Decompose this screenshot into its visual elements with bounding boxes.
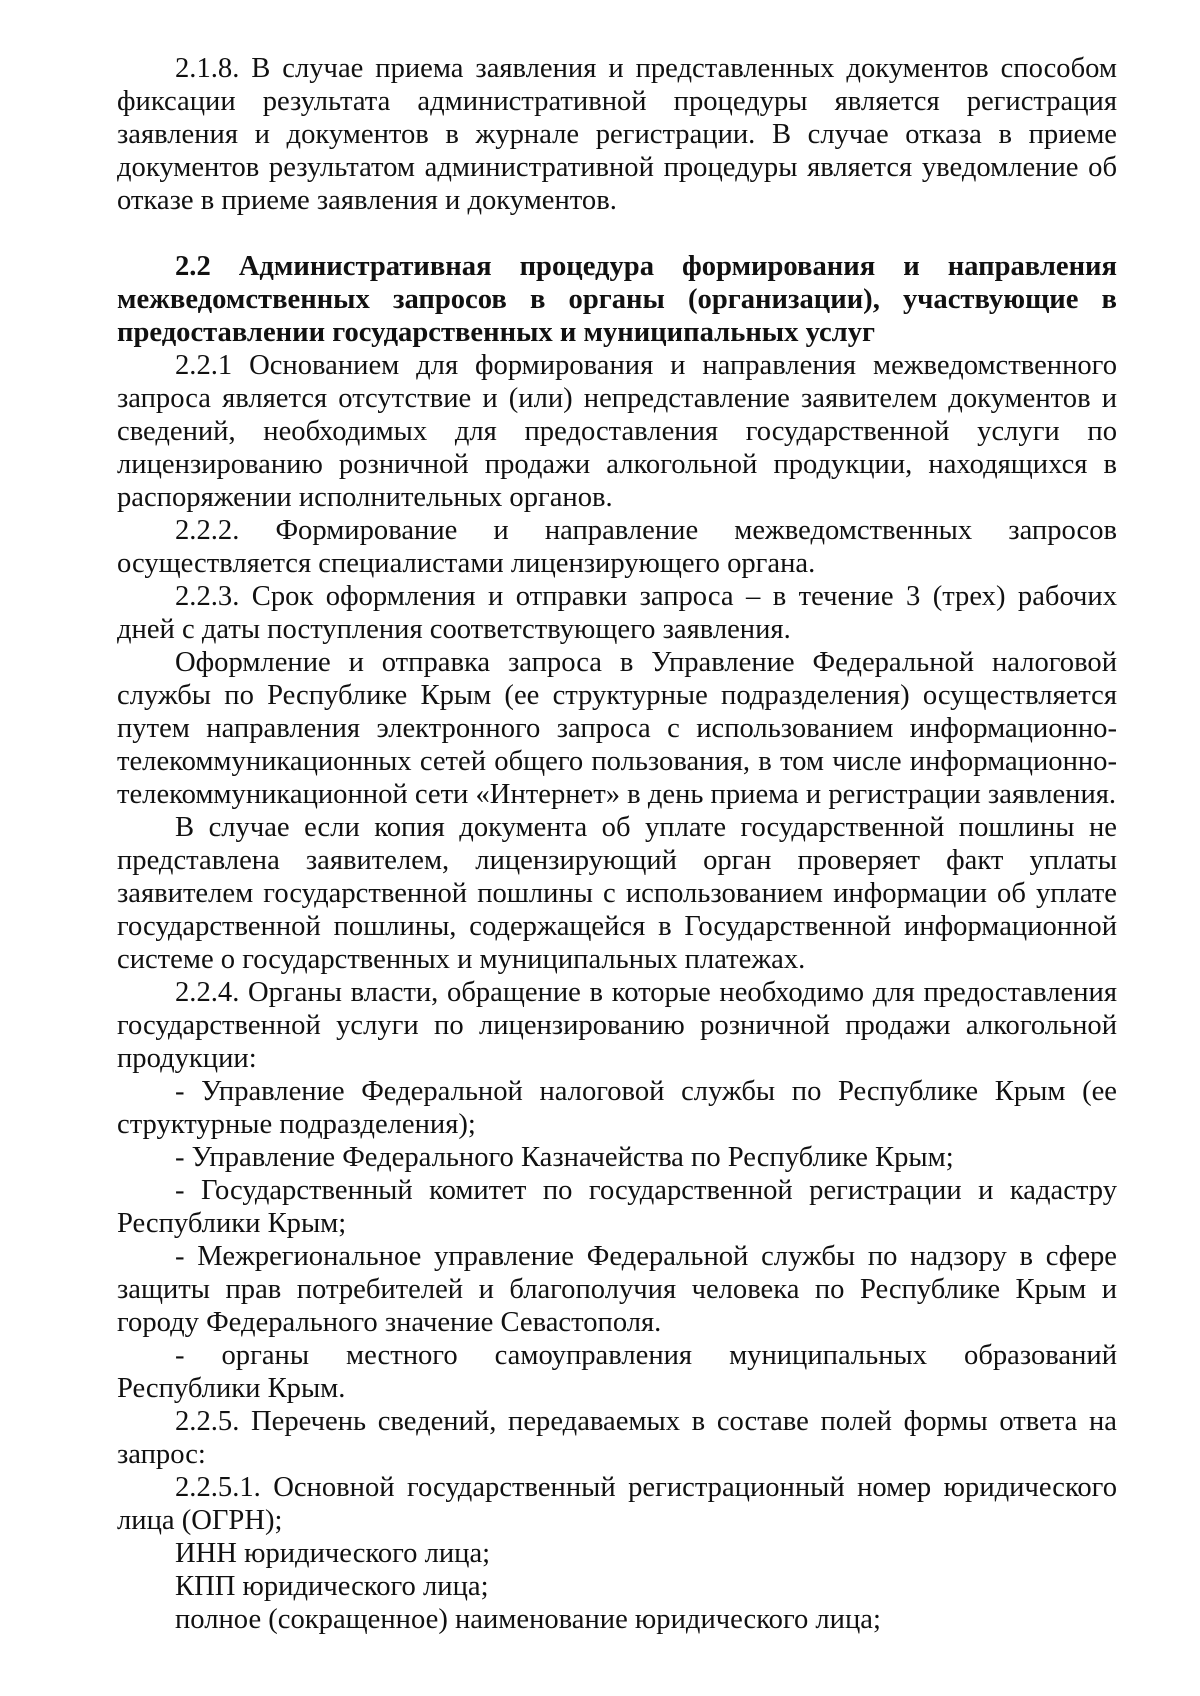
- list-item-inn: ИНН юридического лица;: [175, 1538, 491, 1569]
- paragraph-request-sending: Оформление и отправка запроса в Управление Федеральной налоговой службы по Республике Крым (ее структурные подразделения) осуществляется путем направления электронного запроса с использованием информационно-телекоммуникационных сетей общего пользования, в том числе информационно-телекоммуникационной сети «Интернет» в день приема и регистрации заявления.: [117, 647, 1117, 810]
- paragraph-2-2-1: 2.2.1 Основанием для формирования и направления межведомственного запроса является отсутствие и (или) непредставление заявителем документов и сведений, необходимых для предоставления государственной услуги по лицензированию розничной продажи алкогольной продукции, находящихся в распоряжении исполнительных органов.: [117, 350, 1117, 513]
- list-item-kpp: КПП юридического лица;: [175, 1571, 489, 1602]
- list-item-rospotrebnadzor: - Межрегиональное управление Федеральной службы по надзору в сфере защиты прав потребителей и благополучия человека по Республике Крым и городу Федерального значение Севастополя.: [117, 1241, 1117, 1338]
- list-item-registration-committee: - Государственный комитет по государственной регистрации и кадастру Республики Крым;: [117, 1175, 1117, 1239]
- paragraph-2-2-3: 2.2.3. Срок оформления и отправки запроса – в течение 3 (трех) рабочих дней с даты поступления соответствующего заявления.: [117, 581, 1117, 645]
- list-item-full-name: полное (сокращенное) наименование юридического лица;: [175, 1604, 881, 1635]
- document-page: [117, 52, 1117, 1636]
- paragraph-2-2-4: 2.2.4. Органы власти, обращение в которые необходимо для предоставления государственной услуги по лицензированию розничной продажи алкогольной продукции:: [117, 977, 1117, 1074]
- list-item-treasury: - Управление Федерального Казначейства по Республике Крым;: [175, 1142, 954, 1173]
- paragraph-2-1-8: 2.1.8. В случае приема заявления и представленных документов способом фиксации результата административной процедуры является регистрация заявления и документов в журнале регистрации. В случае отказа в приеме документов результатом административной процедуры является уведомление об отказе в приеме заявления и документов.: [117, 53, 1117, 216]
- paragraph-2-2-5: 2.2.5. Перечень сведений, передаваемых в составе полей формы ответа на запрос:: [117, 1406, 1117, 1470]
- paragraph-2-2-2: 2.2.2. Формирование и направление межведомственных запросов осуществляется специалистами лицензирующего органа.: [117, 515, 1117, 579]
- paragraph-2-2-5-1: 2.2.5.1. Основной государственный регистрационный номер юридического лица (ОГРН);: [117, 1472, 1117, 1536]
- paragraph-state-fee: В случае если копия документа об уплате государственной пошлины не представлена заявителем, лицензирующий орган проверяет факт уплаты заявителем государственной пошлины с использованием информации об уплате государственной пошлины, содержащейся в Государственной информационной системе о государственных и муниципальных платежах.: [117, 812, 1117, 975]
- list-item-tax-service: - Управление Федеральной налоговой службы по Республике Крым (ее структурные подразделения);: [117, 1076, 1117, 1140]
- list-item-local-government: - органы местного самоуправления муниципальных образований Республики Крым.: [117, 1340, 1117, 1404]
- section-heading-2-2: 2.2 Административная процедура формирования и направления межведомственных запросов в органы (организации), участвующие в предоставлении государственных и муниципальных услуг: [117, 251, 1117, 348]
